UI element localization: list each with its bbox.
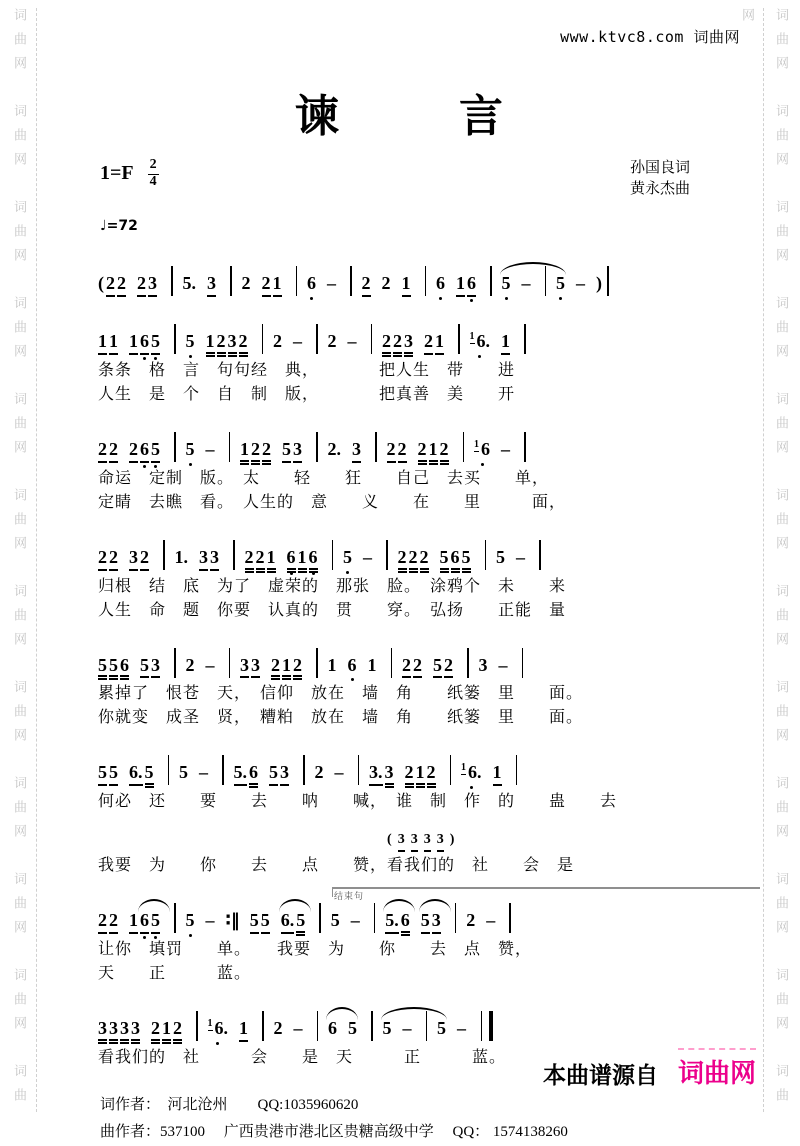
lyrics-row: 看我们的 社 会 是 <box>387 857 575 875</box>
note: – <box>486 910 496 931</box>
lyrics-row: 累掉了 恨苍 天， 信仰 放在 墙 角 纸篓 里 面。 <box>98 685 584 703</box>
ending-label: 结束句 <box>334 891 365 902</box>
note: 1 <box>298 548 307 573</box>
note: 1 <box>282 656 291 681</box>
note: 6 <box>467 274 476 297</box>
note: 5 <box>145 763 154 788</box>
note: 3 <box>280 763 289 786</box>
note: 2 <box>217 332 226 357</box>
note: 5 <box>437 1017 446 1038</box>
note: 3. <box>369 763 383 786</box>
note: 2 <box>173 1019 182 1044</box>
barline <box>332 540 334 570</box>
barline <box>455 903 457 933</box>
lyricist-credit: 孙国良词 <box>629 160 690 176</box>
note: 5 <box>343 548 352 567</box>
barline <box>174 432 176 462</box>
note: – <box>576 273 585 293</box>
barline <box>524 324 526 354</box>
note: 6 <box>140 332 149 355</box>
lyrics-row: 你就变 成圣 贤， 糟粕 放在 墙 角 纸篓 里 面。 <box>98 709 584 727</box>
lyricist-contact-line: 词作者： 河北沧州 QQ:1035960620 <box>100 1096 359 1113</box>
note: 5 <box>186 440 195 459</box>
composer-credit: 黄永杰曲 <box>629 181 690 197</box>
note: 1 <box>267 548 276 573</box>
repeat-barline: ∶‖ <box>225 910 240 932</box>
music-line <box>98 254 748 297</box>
note: 1 <box>109 332 118 355</box>
note: 5 <box>421 911 430 934</box>
note: 2 <box>137 274 146 297</box>
note: 2 <box>117 274 126 297</box>
note: 3 <box>411 833 418 852</box>
note: 3 <box>240 656 249 679</box>
note: 5 <box>440 548 449 573</box>
note: 2 <box>109 911 118 934</box>
note: 2 <box>393 332 402 357</box>
note: 5. <box>234 763 248 786</box>
note: – <box>521 273 531 293</box>
footer-source <box>543 1048 756 1090</box>
note: 3 <box>131 1019 140 1044</box>
note: 5 <box>462 548 471 573</box>
note: – <box>402 1017 412 1038</box>
lyrics-row: 命运 定制 版。 太 轻 狂 自己 去买 单， <box>98 469 550 487</box>
note: 1 <box>327 654 337 675</box>
vocal-insert-row <box>98 827 748 876</box>
note: 1 <box>429 440 438 465</box>
note: 3 <box>228 332 237 357</box>
note: 2 <box>256 548 265 573</box>
note: 3 <box>207 274 216 297</box>
note: 1 <box>493 763 502 786</box>
note: 2 <box>427 763 436 788</box>
note: – <box>363 546 372 567</box>
note: 5 <box>502 274 511 293</box>
note: ) <box>596 273 602 293</box>
barline <box>374 903 376 933</box>
note: – <box>293 330 302 351</box>
note: 2 <box>405 763 414 788</box>
note: 3 <box>352 440 361 463</box>
note: – <box>501 438 510 459</box>
note: 1 <box>456 274 465 297</box>
note: 6 <box>120 656 129 681</box>
note: 5 <box>433 656 442 679</box>
lyrics-row: 看我们的 社 会 是 天 正 蓝。 <box>98 1048 507 1066</box>
time-signature <box>148 158 159 189</box>
note: 3 <box>437 833 444 852</box>
note: 5 <box>151 332 160 355</box>
note: 3 <box>120 1019 129 1044</box>
note: 1. <box>174 546 188 567</box>
lyrics-row: 我要 为 你 去 点 赞， <box>98 857 388 875</box>
note: 5 <box>296 911 305 936</box>
barline <box>174 903 176 933</box>
note: 2 <box>109 548 118 571</box>
note: 6 <box>140 911 149 934</box>
song-title <box>52 80 748 144</box>
note: 3 <box>251 656 260 679</box>
barline <box>539 540 541 570</box>
note: – <box>516 546 525 567</box>
note: 2 <box>293 656 302 681</box>
note: 2 <box>398 440 407 463</box>
note: 2 <box>440 440 449 465</box>
barline <box>425 266 427 296</box>
barline <box>358 755 360 785</box>
barline <box>233 540 235 570</box>
key-label: 1=F <box>100 162 134 185</box>
note: 6 <box>348 656 357 675</box>
note: 6 <box>401 911 410 936</box>
note: 2 <box>185 654 195 675</box>
lyrics-row: 何必 还 要 去 呐 喊， 谁 制 作 的 蛊 去 <box>98 793 618 811</box>
note: 5 <box>98 656 107 681</box>
note: 5 <box>282 440 291 463</box>
key-signature <box>100 158 159 189</box>
notes-row <box>98 420 748 465</box>
note: 3 <box>398 833 405 852</box>
note: 1 <box>240 440 249 465</box>
note: 3 <box>98 1019 107 1044</box>
notes-row <box>98 999 748 1044</box>
barline <box>316 324 318 354</box>
watermark-text: 词曲网 词曲网 词曲网 词曲网 词曲网 词曲网 词曲网 词曲网 词曲网 词曲网 词曲网 词曲网 <box>740 8 789 1112</box>
ending-bracket <box>332 887 760 902</box>
note: 6. <box>129 763 143 786</box>
barline <box>450 755 452 785</box>
note: 3 <box>424 833 431 852</box>
barline <box>319 903 321 933</box>
barline <box>317 1011 319 1041</box>
meter-denominator: 4 <box>149 173 157 189</box>
note: 2 <box>409 548 418 573</box>
notes-row <box>98 312 748 357</box>
barline <box>509 903 511 933</box>
note: 6 <box>328 1019 337 1038</box>
note: 5. <box>385 911 399 934</box>
note: 5 <box>348 1017 357 1038</box>
note: – <box>498 654 508 675</box>
note: – <box>293 1017 303 1038</box>
note: – <box>334 762 344 783</box>
title-char-2: 言 <box>459 92 505 141</box>
note: 5 <box>151 911 160 934</box>
notes-row <box>98 636 748 681</box>
note: – <box>327 273 336 293</box>
barline <box>391 648 393 678</box>
note: 2 <box>98 440 107 463</box>
notes-row <box>98 743 748 788</box>
barline <box>168 755 170 785</box>
note: 2. <box>327 438 341 459</box>
note: 2 <box>245 548 254 573</box>
music-line <box>98 636 748 729</box>
note: 5 <box>330 910 340 931</box>
note: 2 <box>413 656 422 679</box>
note: 1 <box>435 332 444 355</box>
barline <box>467 648 469 678</box>
note: 2 <box>109 440 118 463</box>
note: 3 <box>404 332 413 357</box>
note: – <box>205 438 215 459</box>
note: 1 <box>416 763 425 788</box>
barline <box>524 432 526 462</box>
note: 3 <box>293 440 302 463</box>
note: 1 <box>402 274 411 297</box>
note: 2 <box>418 440 427 465</box>
barline <box>386 540 388 570</box>
note: 1 <box>129 332 138 355</box>
note: 3 <box>432 911 441 934</box>
note: 3 <box>109 1019 118 1044</box>
note: 1 <box>239 1019 248 1042</box>
barline <box>229 432 231 462</box>
right-watermark <box>740 8 798 1112</box>
note: $^1$ 6. <box>461 763 482 782</box>
note: 2 <box>327 330 337 351</box>
note: $^1$ 6 <box>474 440 490 459</box>
notes-row <box>98 254 748 297</box>
note: 2 <box>273 330 282 351</box>
note: 6 <box>307 274 316 293</box>
note: 3 <box>478 654 488 675</box>
note: – <box>457 1017 466 1038</box>
final-barline <box>481 1011 493 1041</box>
note: 6 <box>436 274 445 293</box>
note: 3 <box>129 548 138 571</box>
note: 5 <box>250 911 259 934</box>
note: 5 <box>556 274 565 293</box>
barline <box>516 755 518 785</box>
note: 2 <box>273 1017 283 1038</box>
barline <box>350 266 352 296</box>
barline <box>262 1011 264 1041</box>
note: 5 <box>186 911 195 930</box>
note: 6 <box>140 440 149 463</box>
note: 5 <box>261 911 270 934</box>
lyrics-row: 归根 结 底 为了 虚荣的 那张 脸。 涂鸦个 未 来 <box>98 577 567 595</box>
music-line <box>98 743 748 812</box>
note: 3 <box>151 656 160 679</box>
barline <box>174 324 176 354</box>
note: ( <box>387 832 392 848</box>
music-line <box>98 420 748 513</box>
note: 1 <box>129 911 138 934</box>
footer-source-text: 本曲谱源自 <box>542 1062 658 1088</box>
note: 1 <box>162 1019 171 1044</box>
barline <box>490 266 492 296</box>
parenthetical-notes <box>387 827 460 852</box>
note: 2 <box>444 656 453 679</box>
note: 2 <box>420 548 429 573</box>
note: 5. <box>182 273 196 293</box>
note: 6 <box>249 763 258 788</box>
note: 2 <box>362 274 371 297</box>
note: 3 <box>199 548 208 571</box>
note: 5 <box>140 656 149 679</box>
note: 6 <box>451 548 460 573</box>
note: 3 <box>385 763 394 788</box>
note: – <box>199 762 208 783</box>
barline <box>463 432 465 462</box>
composer-contact-line: 曲作者：537100 广西贵港市港北区贵糖高级中学 QQ： 1574138260 <box>100 1123 568 1140</box>
note: 2 <box>466 910 476 931</box>
notes-row <box>98 528 748 573</box>
barline <box>522 648 524 678</box>
note: 2 <box>151 1019 160 1044</box>
barline <box>375 432 377 462</box>
note: 5 <box>179 762 188 783</box>
music-line <box>98 528 748 621</box>
note: 5 <box>383 1019 392 1038</box>
note: 5 <box>269 763 278 786</box>
watermark-text: 词曲网 词曲网 词曲网 词曲网 词曲网 词曲网 词曲网 词曲网 词曲网 词曲网 词曲网 词曲 <box>12 8 27 1112</box>
note: 2 <box>241 273 251 293</box>
note: 2 <box>387 440 396 463</box>
barline <box>230 266 232 296</box>
lyrics-row: 人生 是 个 自 制 版， 把真善 美 开 <box>98 385 516 403</box>
note: 5 <box>98 763 107 786</box>
lyrics-row: 条条 格 言 句句经 典， 把人生 带 进 <box>98 361 516 379</box>
note: 6. <box>281 911 295 934</box>
barline <box>262 324 264 354</box>
note: 5 <box>151 440 160 463</box>
contact-credits <box>100 1092 748 1146</box>
note: 5 <box>496 546 505 567</box>
note: 5 <box>186 332 195 351</box>
note: – <box>347 330 357 351</box>
note: 6 <box>309 548 318 573</box>
barline <box>296 266 298 296</box>
note: 1 <box>98 332 107 355</box>
note: 2 <box>129 440 138 463</box>
note: 5 <box>109 656 118 681</box>
note: 2 <box>98 548 107 571</box>
barline <box>607 266 609 296</box>
barline <box>371 324 373 354</box>
note: 1 <box>367 654 377 675</box>
note: 2 <box>398 548 407 573</box>
barline <box>174 648 176 678</box>
site-link[interactable]: www.ktvc8.com 词曲网 <box>560 28 740 46</box>
note: 2 <box>314 762 324 783</box>
barline <box>485 540 487 570</box>
note: 2 <box>382 332 391 357</box>
note: ( <box>98 273 104 293</box>
barline <box>316 648 318 678</box>
note: 2 <box>262 274 271 297</box>
music-line <box>98 827 748 876</box>
note: 3 <box>210 548 219 571</box>
note: 2 <box>424 332 433 355</box>
author-block <box>630 158 690 200</box>
meter-numerator: 2 <box>148 158 159 175</box>
note: 1 <box>273 274 282 297</box>
tempo-marking: ♩=72 <box>100 218 138 234</box>
left-watermark <box>2 8 37 1112</box>
note: 2 <box>262 440 271 465</box>
barline <box>171 266 173 296</box>
note: 2 <box>140 548 149 571</box>
music-notation <box>98 254 748 1068</box>
lyrics-row: 天 正 蓝。 <box>98 964 252 982</box>
barline <box>316 432 318 462</box>
note: $^1$ 6. <box>208 1019 229 1038</box>
note: $^1$ 6. <box>470 332 491 351</box>
note: 2 <box>271 656 280 681</box>
note: 2 <box>239 332 248 357</box>
note: 2 <box>251 440 260 465</box>
note: 1 <box>501 332 510 355</box>
barline <box>222 755 224 785</box>
title-char-1: 谏 <box>295 92 341 141</box>
note: 1 <box>206 332 215 357</box>
note: ) <box>449 832 455 848</box>
barline <box>196 1011 198 1041</box>
note: – <box>205 910 215 931</box>
lyrics-row: 定睛 去瞧 看。 人生的 意 义 在 里 面， <box>98 493 567 511</box>
note: 2 <box>402 656 411 679</box>
site-logo[interactable]: 词曲网 <box>678 1048 756 1090</box>
note: 2 <box>98 911 107 934</box>
music-line <box>98 891 748 984</box>
barline <box>229 648 231 678</box>
barline <box>163 540 165 570</box>
note: 5 <box>109 763 118 786</box>
key-row <box>52 158 748 200</box>
barline <box>371 1011 373 1041</box>
lyrics-row: 让你 填罚 单。 我要 为 你 去 点 赞， <box>98 940 533 958</box>
note: – <box>350 910 360 931</box>
note: 6 <box>287 548 296 573</box>
note: 3 <box>148 274 157 297</box>
barline <box>303 755 305 785</box>
lyrics-row: 人生 命 题 你要 认真的 贯 穿。 弘扬 正能 量 <box>98 601 567 619</box>
barline <box>458 324 460 354</box>
score-content <box>52 0 748 1146</box>
music-line <box>98 312 748 405</box>
note: – <box>205 654 215 675</box>
note: 2 <box>106 274 115 297</box>
note: 2 <box>381 273 391 293</box>
